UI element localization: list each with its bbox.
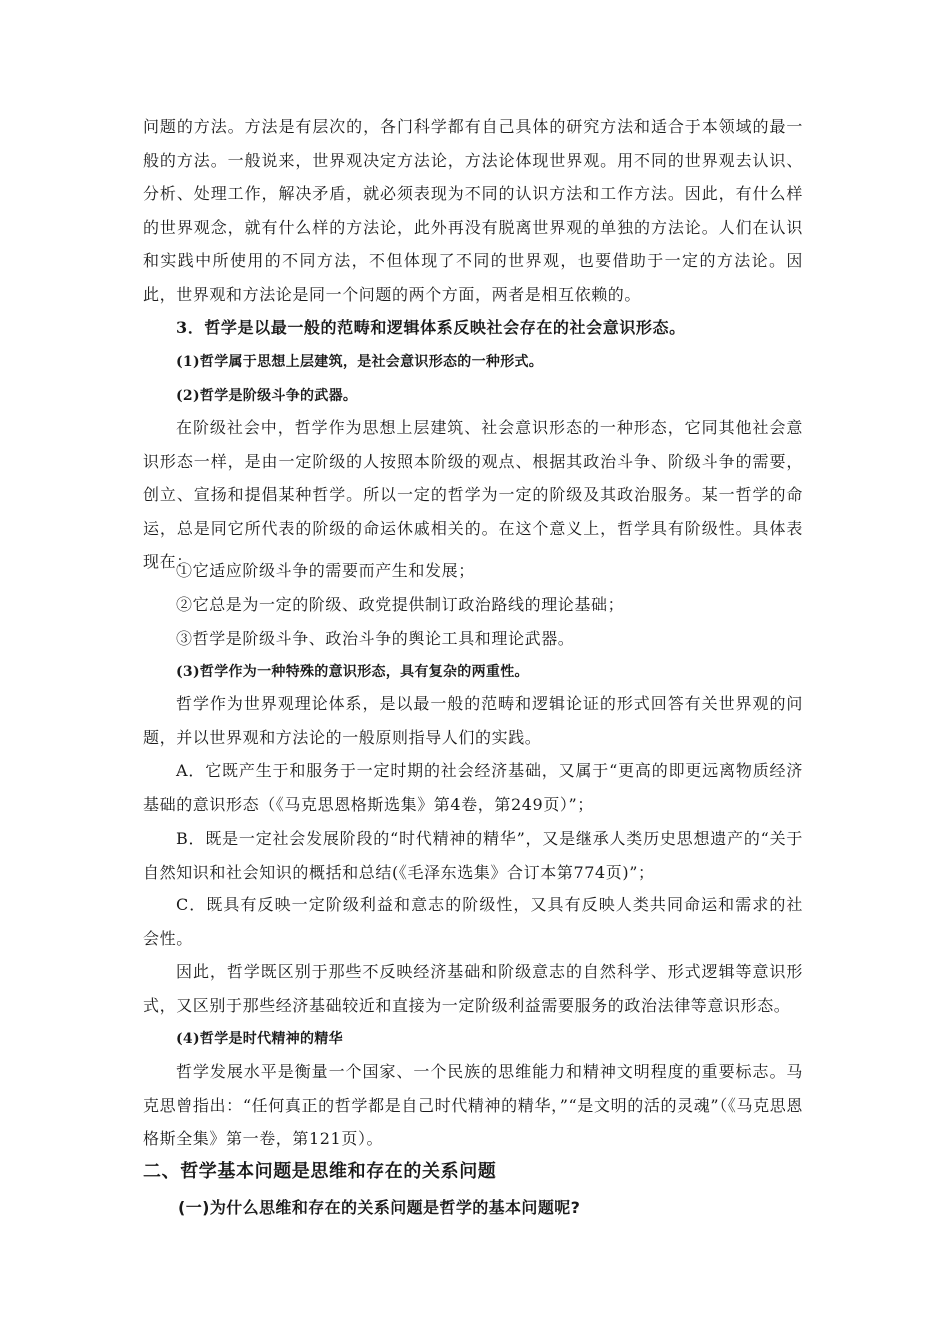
heading-point-3: 3．哲学是以最一般的范畴和逻辑体系反映社会存在的社会意识形态。: [176, 318, 686, 337]
paragraph-a: A．它既产生于和服务于一定时期的社会经济基础，又属于“更高的即更远离物质经济基础的意识形态（《马克思恩格斯选集》第4卷，第249页）”；: [143, 761, 803, 814]
paragraph-therefore: 因此，哲学既区别于那些不反映经济基础和阶级意志的自然科学、形式逻辑等意识形式，又区别于那些经济基础较近和直接为一定阶级利益需要服务的政治法律等意识形态。: [143, 962, 803, 1015]
paragraph-intro: 问题的方法。方法是有层次的，各门科学都有自己具体的研究方法和适合于本领域的最一般的方法。一般说来，世界观决定方法论，方法论体现世界观。用不同的世界观去认识、分析、处理工作，解决矛盾，就必须表现为不同的认识方法和工作方法。因此，有什么样的世界观念，就有什么样的方法论，此外再没有脱离世界观的单独的方法论。人们在认识和实践中所使用的不同方法，不但体现了不同的世界观，也要借助于一定的方法论。因此，世界观和方法论是同一个问题的两个方面，两者是相互依赖的。: [143, 117, 803, 304]
list-item-3: ③哲学是阶级斗争、政治斗争的舆论工具和理论武器。: [176, 629, 575, 648]
list-item-2: ②它总是为一定的阶级、政党提供制订政治路线的理论基础；: [176, 595, 625, 614]
subheading-1: (1)哲学属于思想上层建筑，是社会意识形态的一种形式。: [176, 354, 544, 370]
paragraph-c: C．既具有反映一定阶级利益和意志的阶级性，又具有反映人类共同命运和需求的社会性。: [143, 895, 803, 948]
paragraph-b: B．既是一定社会发展阶段的“时代精神的精华”，又是继承人类历史思想遗产的“关于自然知识和社会知识的概括和总结(《毛泽东选集》合订本第774页)”；: [143, 829, 803, 882]
section-heading-2: 二、哲学基本问题是思维和存在的关系问题: [143, 1161, 497, 1182]
subheading-4: (4)哲学是时代精神的精华: [176, 1031, 343, 1047]
subheading-3: (3)哲学作为一种特殊的意识形态，具有复杂的两重性。: [176, 664, 529, 680]
paragraph-dual: 哲学作为世界观理论体系，是以最一般的范畴和逻辑论证的形式回答有关世界观的问题，并以世界观和方法论的一般原则指导人们的实践。: [143, 694, 803, 747]
section-subheading-2-1: (一)为什么思维和存在的关系问题是哲学的基本问题呢?: [178, 1198, 581, 1217]
subheading-2: (2)哲学是阶级斗争的武器。: [176, 388, 358, 404]
paragraph-class: 在阶级社会中，哲学作为思想上层建筑、社会意识形态的一种形态，它同其他社会意识形态一样，是由一定阶级的人按照本阶级的观点、根据其政治斗争、阶级斗争的需要，创立、宣扬和提倡某种哲学。所以一定的哲学为一定的阶级及其政治服务。某一哲学的命运，总是同它所代表的阶级的命运休戚相关的。在这个意义上，哲学具有阶级性。具体表现在：: [143, 418, 803, 571]
list-item-1: ①它适应阶级斗争的需要而产生和发展；: [176, 561, 475, 580]
paragraph-marx: 哲学发展水平是衡量一个国家、一个民族的思维能力和精神文明程度的重要标志。马克思曾指出：“任何真正的哲学都是自己时代精神的精华，”“是文明的活的灵魂”（《马克思恩格斯全集》第一卷，第121页）。: [143, 1062, 803, 1148]
